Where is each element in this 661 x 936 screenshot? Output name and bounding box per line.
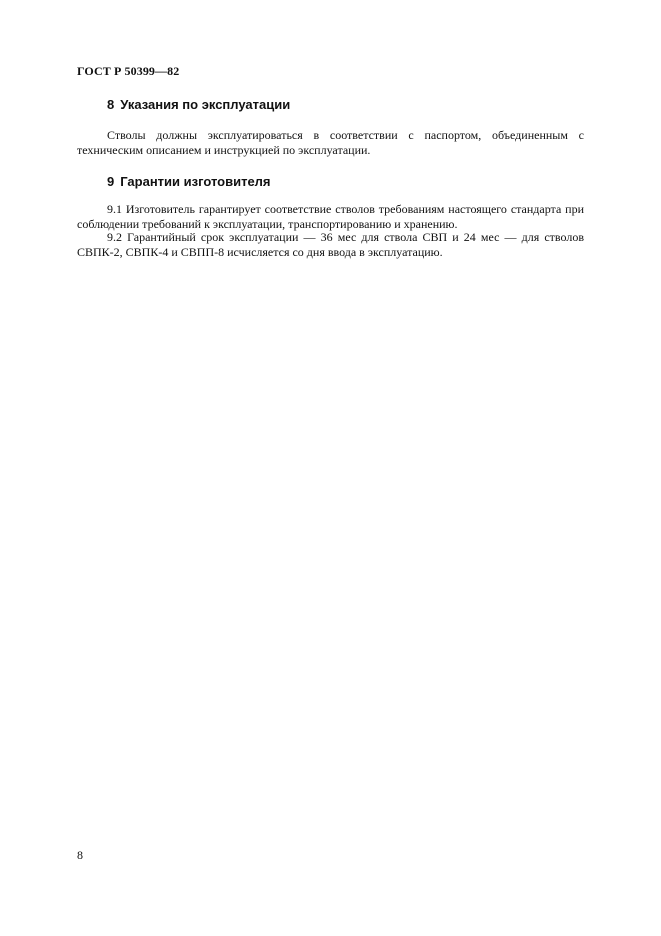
section-9-title: Гарантии изготовителя [120, 174, 271, 189]
page-number: 8 [77, 848, 83, 862]
section-9-number: 9 [107, 174, 115, 189]
section-8-number: 8 [107, 97, 115, 112]
section-8-paragraph-1: Стволы должны эксплуатироваться в соответствии с паспортом, объединенным с техническим описанием и инструкцией по эксплуатации. [77, 128, 584, 157]
section-8-heading [107, 97, 290, 112]
section-9-paragraph-2: 9.2 Гарантийный срок эксплуатации — 36 мес для ствола СВП и 24 мес — для стволов СВПК-2, СВПК-4 и СВПП-8 исчисляется со дня ввода в эксплуатацию. [77, 230, 584, 259]
section-8-title: Указания по эксплуатации [120, 97, 291, 112]
section-9-heading [107, 174, 271, 189]
section-9-paragraph-1: 9.1 Изготовитель гарантирует соответствие стволов требованиям настоящего стандарта при соблюдении требований к эксплуатации, транспортированию и хранению. [77, 202, 584, 231]
document-code: ГОСТ Р 50399—82 [77, 64, 180, 78]
